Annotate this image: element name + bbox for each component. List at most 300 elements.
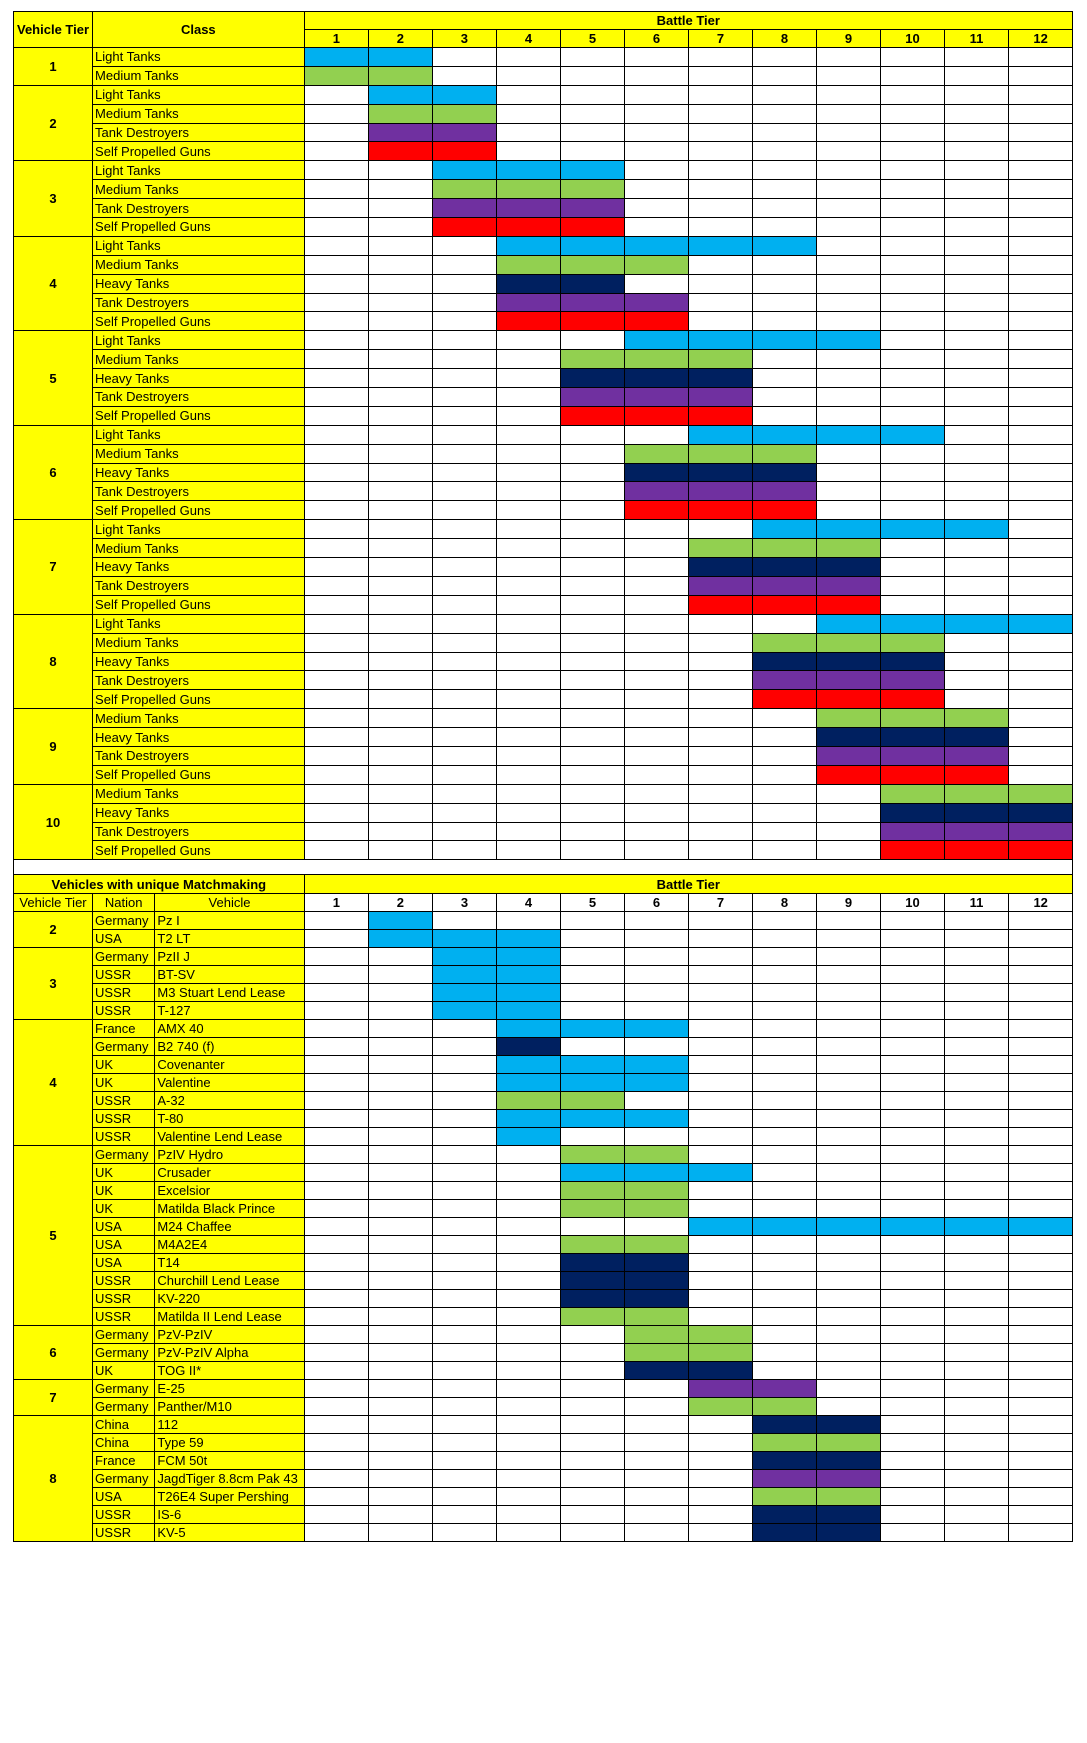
tier-empty-cell [625, 652, 688, 671]
tier-bar-cell [560, 161, 625, 180]
tier-empty-cell [304, 614, 369, 633]
tier-empty-cell [944, 1200, 1009, 1218]
nation-cell: Germany [93, 912, 155, 930]
vehicle-name-cell: BT-SV [155, 966, 304, 984]
tier-bar-cell [688, 1398, 753, 1416]
tier-empty-cell [881, 1290, 944, 1308]
tier-empty-cell [688, 1254, 753, 1272]
tier-empty-cell [304, 652, 369, 671]
nation-cell: USSR [93, 1290, 155, 1308]
tier-empty-cell [304, 595, 369, 614]
tier-bar-cell [625, 1110, 688, 1128]
tier-empty-cell [560, 765, 625, 784]
tier-bar-cell [816, 728, 881, 747]
nation-cell: USSR [93, 1308, 155, 1326]
tier-empty-cell [881, 123, 944, 142]
tier-empty-cell [944, 85, 1009, 104]
tier-empty-cell [560, 482, 625, 501]
tier-bar-cell [625, 1272, 688, 1290]
tier-empty-cell [688, 930, 753, 948]
tier-empty-cell [944, 1344, 1009, 1362]
tier-empty-cell [369, 841, 432, 860]
tier-empty-cell [369, 255, 432, 274]
tier-empty-cell [497, 728, 560, 747]
tier-empty-cell [688, 274, 753, 293]
tier-empty-cell [497, 709, 560, 728]
class-row [14, 218, 1073, 237]
class-row [14, 142, 1073, 161]
tier-bar-cell [432, 1002, 497, 1020]
tier-empty-cell [688, 709, 753, 728]
tier-empty-cell [369, 1452, 432, 1470]
tier-empty-cell [369, 1020, 432, 1038]
tier-empty-cell [944, 388, 1009, 407]
tier-empty-cell [1009, 1488, 1073, 1506]
tier-empty-cell [1009, 1362, 1073, 1380]
tier-bar-cell [753, 671, 816, 690]
tier-bar-cell [816, 671, 881, 690]
tier-empty-cell [688, 85, 753, 104]
class-label: Tank Destroyers [93, 822, 305, 841]
tier-empty-cell [881, 369, 944, 388]
tier-bar-cell [432, 930, 497, 948]
vehicle-name-cell: Pz I [155, 912, 304, 930]
tier-bar-cell [753, 331, 816, 350]
tier-empty-cell [432, 388, 497, 407]
tier-bar-cell [625, 369, 688, 388]
tier-empty-cell [369, 1272, 432, 1290]
tier-empty-cell [816, 1146, 881, 1164]
tier-bar-cell [497, 293, 560, 312]
tier-empty-cell [881, 66, 944, 85]
tier-empty-cell [432, 1290, 497, 1308]
tier-empty-cell [304, 161, 369, 180]
nation-cell: USSR [93, 1524, 155, 1542]
tier-bar-cell [560, 1092, 625, 1110]
tier-empty-cell [304, 293, 369, 312]
tier-bar-cell [497, 984, 560, 1002]
tier-bar-cell [753, 1488, 816, 1506]
tier-bar-cell [881, 784, 944, 803]
tier-empty-cell [625, 1038, 688, 1056]
tier-empty-cell [304, 255, 369, 274]
tier-empty-cell [1009, 671, 1073, 690]
class-row [14, 614, 1073, 633]
tier-empty-cell [753, 614, 816, 633]
tier-empty-cell [944, 255, 1009, 274]
tier-empty-cell [369, 482, 432, 501]
tier-empty-cell [369, 180, 432, 199]
tier-empty-cell [688, 948, 753, 966]
tier-empty-cell [369, 1182, 432, 1200]
tier-empty-cell [944, 539, 1009, 558]
tier-empty-cell [944, 1128, 1009, 1146]
tier-empty-cell [369, 784, 432, 803]
tier-empty-cell [881, 1164, 944, 1182]
tier-empty-cell [560, 784, 625, 803]
class-label: Heavy Tanks [93, 803, 305, 822]
tier-empty-cell [753, 1128, 816, 1146]
tier-bar-cell [625, 406, 688, 425]
tier-empty-cell [369, 728, 432, 747]
tier-bar-cell [816, 709, 881, 728]
tier-bar-cell [560, 1074, 625, 1092]
tier-empty-cell [881, 255, 944, 274]
class-label: Tank Destroyers [93, 671, 305, 690]
tier-empty-cell [688, 218, 753, 237]
tier-empty-cell [753, 388, 816, 407]
class-row [14, 444, 1073, 463]
tier-empty-cell [432, 66, 497, 85]
tier-empty-cell [497, 558, 560, 577]
class-row [14, 652, 1073, 671]
tier-empty-cell [432, 1524, 497, 1542]
class-row [14, 123, 1073, 142]
battle-tier-number: 5 [560, 894, 625, 912]
nation-cell: Germany [93, 1470, 155, 1488]
class-row [14, 331, 1073, 350]
tier-bar-cell [560, 1236, 625, 1254]
tier-empty-cell [944, 1308, 1009, 1326]
tier-empty-cell [560, 520, 625, 539]
tier-empty-cell [753, 180, 816, 199]
tier-empty-cell [1009, 1398, 1073, 1416]
tier-empty-cell [497, 1146, 560, 1164]
tier-empty-cell [881, 142, 944, 161]
tier-empty-cell [369, 1416, 432, 1434]
tier-empty-cell [625, 558, 688, 577]
tier-empty-cell [432, 1146, 497, 1164]
tier-bar-cell [688, 501, 753, 520]
tier-bar-cell [497, 255, 560, 274]
vehicle-row [14, 948, 1073, 966]
tier-empty-cell [432, 671, 497, 690]
tier-empty-cell [1009, 1506, 1073, 1524]
tier-empty-cell [304, 444, 369, 463]
vehicle-row [14, 1020, 1073, 1038]
tier-empty-cell [497, 85, 560, 104]
tier-empty-cell [432, 803, 497, 822]
tier-empty-cell [497, 1506, 560, 1524]
tier-empty-cell [304, 841, 369, 860]
tier-empty-cell [560, 539, 625, 558]
tier-empty-cell [432, 1092, 497, 1110]
tier-empty-cell [369, 1146, 432, 1164]
tier-empty-cell [944, 218, 1009, 237]
battle-tier-number: 2 [369, 30, 432, 48]
tier-empty-cell [1009, 482, 1073, 501]
tier-empty-cell [625, 1398, 688, 1416]
tier-empty-cell [753, 142, 816, 161]
class-row [14, 765, 1073, 784]
tier-bar-cell [881, 728, 944, 747]
tier-bar-cell [881, 1218, 944, 1236]
tier-empty-cell [1009, 444, 1073, 463]
tier-empty-cell [369, 614, 432, 633]
battle-tier-header: Battle Tier [304, 875, 1072, 894]
nation-cell: USA [93, 1236, 155, 1254]
tier-empty-cell [1009, 1038, 1073, 1056]
tier-empty-cell [881, 1200, 944, 1218]
tier-empty-cell [816, 406, 881, 425]
tier-empty-cell [497, 1236, 560, 1254]
tier-empty-cell [369, 652, 432, 671]
tier-empty-cell [560, 746, 625, 765]
tier-empty-cell [369, 822, 432, 841]
tier-bar-cell [881, 690, 944, 709]
tier-empty-cell [688, 803, 753, 822]
tier-empty-cell [1009, 930, 1073, 948]
class-label: Tank Destroyers [93, 576, 305, 595]
tier-empty-cell [497, 1182, 560, 1200]
vehicle-row [14, 1128, 1073, 1146]
tier-empty-cell [560, 501, 625, 520]
tier-empty-cell [944, 293, 1009, 312]
tier-empty-cell [1009, 1002, 1073, 1020]
battle-tier-number: 4 [497, 894, 560, 912]
tier-empty-cell [304, 123, 369, 142]
tier-empty-cell [560, 709, 625, 728]
tier-empty-cell [816, 85, 881, 104]
tier-empty-cell [944, 912, 1009, 930]
tier-empty-cell [881, 350, 944, 369]
vehicle-row [14, 1254, 1073, 1272]
tier-empty-cell [625, 595, 688, 614]
class-row [14, 463, 1073, 482]
tier-empty-cell [688, 1002, 753, 1020]
tier-empty-cell [881, 1002, 944, 1020]
tier-empty-cell [369, 1110, 432, 1128]
tier-empty-cell [816, 312, 881, 331]
tier-empty-cell [625, 1416, 688, 1434]
tier-empty-cell [369, 331, 432, 350]
tier-empty-cell [753, 350, 816, 369]
tier-bar-cell [753, 1470, 816, 1488]
tier-empty-cell [688, 1236, 753, 1254]
vehicle-header: Vehicle [155, 894, 304, 912]
class-label: Medium Tanks [93, 104, 305, 123]
tier-empty-cell [560, 425, 625, 444]
tier-empty-cell [560, 948, 625, 966]
tier-empty-cell [881, 1524, 944, 1542]
tier-bar-cell [1009, 784, 1073, 803]
tier-empty-cell [1009, 123, 1073, 142]
tier-empty-cell [1009, 350, 1073, 369]
tier-empty-cell [1009, 463, 1073, 482]
tier-empty-cell [1009, 199, 1073, 218]
vehicle-name-cell: KV-220 [155, 1290, 304, 1308]
class-row [14, 66, 1073, 85]
nation-cell: USA [93, 1218, 155, 1236]
tier-empty-cell [497, 1344, 560, 1362]
tier-empty-cell [816, 1092, 881, 1110]
tier-empty-cell [497, 123, 560, 142]
tier-bar-cell [881, 633, 944, 652]
tier-empty-cell [1009, 331, 1073, 350]
tier-empty-cell [304, 1272, 369, 1290]
tier-empty-cell [560, 1362, 625, 1380]
tier-empty-cell [944, 930, 1009, 948]
tier-empty-cell [944, 1488, 1009, 1506]
battle-tier-number: 5 [560, 30, 625, 48]
vehicle-row [14, 1524, 1073, 1542]
tier-empty-cell [625, 803, 688, 822]
tier-empty-cell [432, 293, 497, 312]
tier-empty-cell [369, 406, 432, 425]
tier-bar-cell [688, 236, 753, 255]
tier-empty-cell [625, 633, 688, 652]
tier-empty-cell [369, 388, 432, 407]
tier-empty-cell [1009, 406, 1073, 425]
tier-empty-cell [1009, 966, 1073, 984]
tier-empty-cell [944, 1182, 1009, 1200]
class-row [14, 104, 1073, 123]
class-label: Medium Tanks [93, 784, 305, 803]
tier-bar-cell [497, 966, 560, 984]
tier-bar-cell [304, 66, 369, 85]
tier-empty-cell [560, 595, 625, 614]
tier-bar-cell [816, 1470, 881, 1488]
tier-empty-cell [753, 123, 816, 142]
tier-empty-cell [369, 1398, 432, 1416]
tier-empty-cell [944, 369, 1009, 388]
tier-empty-cell [560, 930, 625, 948]
tier-empty-cell [432, 1020, 497, 1038]
nation-cell: USSR [93, 1110, 155, 1128]
tier-empty-cell [369, 1470, 432, 1488]
tier-empty-cell [881, 1074, 944, 1092]
tier-empty-cell [688, 652, 753, 671]
vehicle-row [14, 1308, 1073, 1326]
tier-empty-cell [688, 1416, 753, 1434]
tier-empty-cell [1009, 425, 1073, 444]
tier-empty-cell [816, 350, 881, 369]
tier-empty-cell [816, 803, 881, 822]
tier-empty-cell [497, 841, 560, 860]
tier-bar-cell [816, 1452, 881, 1470]
tier-empty-cell [560, 1326, 625, 1344]
tier-empty-cell [1009, 1146, 1073, 1164]
tier-empty-cell [881, 1020, 944, 1038]
tier-bar-cell [625, 255, 688, 274]
tier-empty-cell [432, 331, 497, 350]
tier-empty-cell [753, 161, 816, 180]
tier-bar-cell [560, 1182, 625, 1200]
tier-bar-cell [625, 1074, 688, 1092]
tier-bar-cell [753, 690, 816, 709]
tier-empty-cell [753, 85, 816, 104]
vehicle-row [14, 1506, 1073, 1524]
tier-empty-cell [881, 912, 944, 930]
tier-empty-cell [944, 1434, 1009, 1452]
class-label: Heavy Tanks [93, 369, 305, 388]
tier-empty-cell [1009, 1434, 1073, 1452]
class-label: Medium Tanks [93, 180, 305, 199]
vehicle-tier-cell: 8 [14, 614, 93, 708]
tier-bar-cell [881, 709, 944, 728]
vehicle-tier-cell: 2 [14, 85, 93, 161]
vehicle-name-cell: Valentine Lend Lease [155, 1128, 304, 1146]
tier-empty-cell [944, 1092, 1009, 1110]
tier-bar-cell [560, 255, 625, 274]
vehicle-row [14, 1182, 1073, 1200]
tier-empty-cell [497, 1470, 560, 1488]
tier-bar-cell [753, 520, 816, 539]
tier-empty-cell [944, 1290, 1009, 1308]
tier-empty-cell [304, 501, 369, 520]
tier-empty-cell [1009, 948, 1073, 966]
tier-empty-cell [432, 1164, 497, 1182]
tier-empty-cell [1009, 558, 1073, 577]
tier-empty-cell [625, 48, 688, 67]
vehicle-row [14, 1074, 1073, 1092]
tier-empty-cell [432, 482, 497, 501]
nation-cell: Germany [93, 1326, 155, 1344]
nation-cell: USA [93, 930, 155, 948]
tier-empty-cell [304, 1398, 369, 1416]
tier-empty-cell [881, 482, 944, 501]
tier-empty-cell [688, 1200, 753, 1218]
tier-empty-cell [944, 1056, 1009, 1074]
class-row [14, 633, 1073, 652]
tier-empty-cell [688, 841, 753, 860]
tier-empty-cell [304, 1020, 369, 1038]
tier-empty-cell [881, 1416, 944, 1434]
tier-empty-cell [816, 1056, 881, 1074]
tier-empty-cell [816, 984, 881, 1002]
tier-empty-cell [560, 690, 625, 709]
tier-empty-cell [432, 633, 497, 652]
tier-empty-cell [560, 444, 625, 463]
tier-empty-cell [304, 1146, 369, 1164]
tier-empty-cell [944, 1380, 1009, 1398]
vehicle-name-cell: B2 740 (f) [155, 1038, 304, 1056]
tier-empty-cell [432, 1218, 497, 1236]
class-row [14, 728, 1073, 747]
nation-cell: Germany [93, 1146, 155, 1164]
tier-empty-cell [1009, 236, 1073, 255]
tier-empty-cell [753, 199, 816, 218]
vehicle-row [14, 1326, 1073, 1344]
class-label: Self Propelled Guns [93, 765, 305, 784]
tier-empty-cell [369, 1308, 432, 1326]
tier-bar-cell [688, 539, 753, 558]
vehicle-name-cell: Excelsior [155, 1182, 304, 1200]
tier-empty-cell [560, 803, 625, 822]
class-label: Medium Tanks [93, 255, 305, 274]
tier-empty-cell [753, 104, 816, 123]
tier-empty-cell [304, 728, 369, 747]
tier-bar-cell [560, 312, 625, 331]
tier-bar-cell [625, 482, 688, 501]
tier-empty-cell [944, 406, 1009, 425]
tier-bar-cell [816, 1434, 881, 1452]
tier-bar-cell [816, 1524, 881, 1542]
nation-cell: France [93, 1020, 155, 1038]
tier-empty-cell [944, 199, 1009, 218]
tier-empty-cell [432, 48, 497, 67]
tier-empty-cell [432, 1128, 497, 1146]
tier-empty-cell [881, 595, 944, 614]
tier-empty-cell [1009, 1416, 1073, 1434]
tier-empty-cell [944, 1524, 1009, 1542]
tier-empty-cell [944, 690, 1009, 709]
tier-empty-cell [753, 293, 816, 312]
tier-empty-cell [816, 482, 881, 501]
tier-empty-cell [816, 369, 881, 388]
tier-empty-cell [881, 1038, 944, 1056]
tier-empty-cell [753, 1362, 816, 1380]
